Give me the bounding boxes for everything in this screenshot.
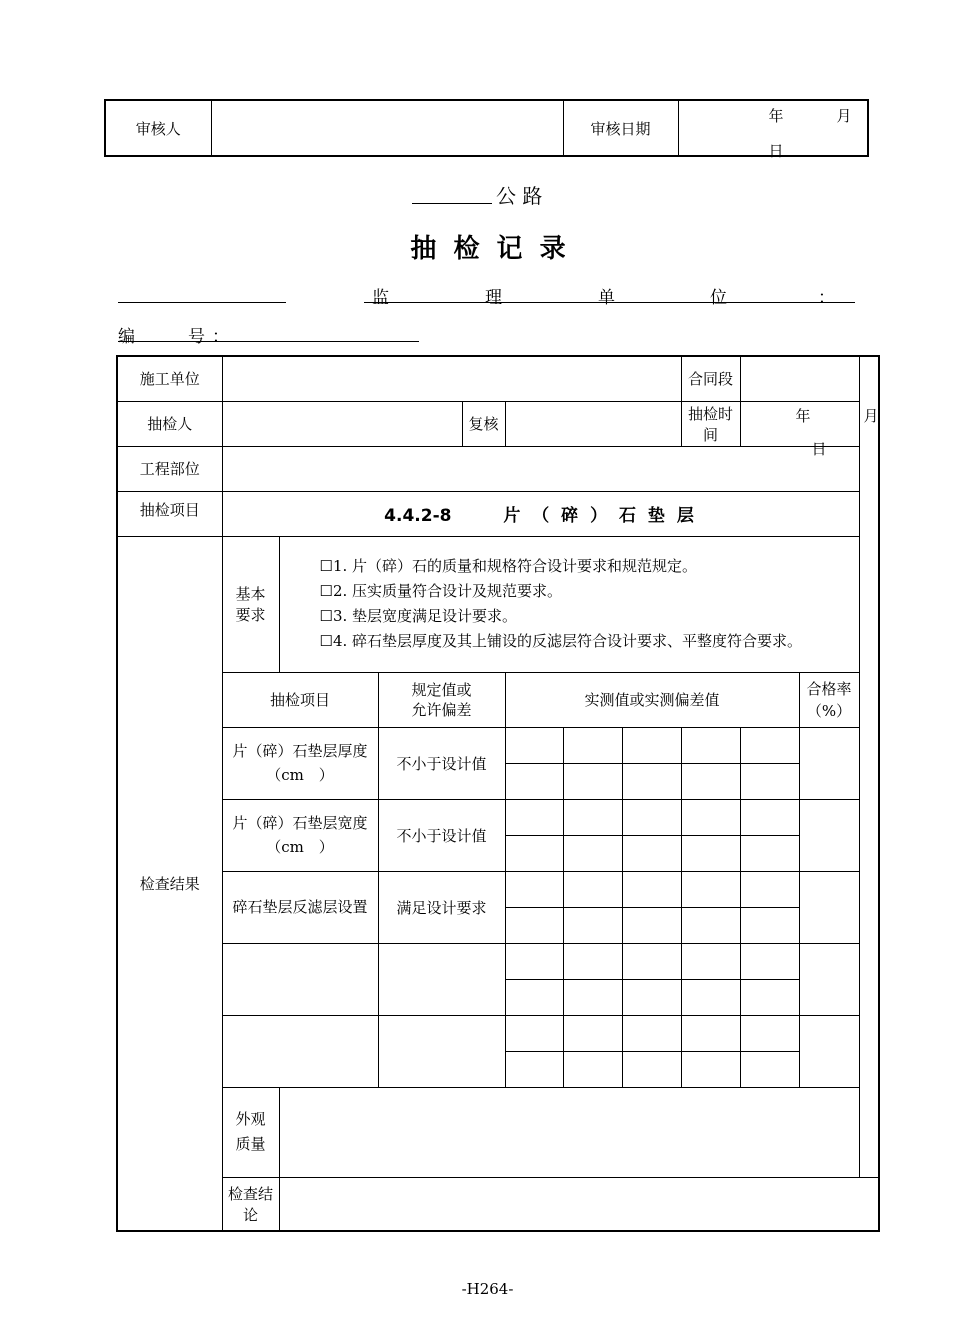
pass-rate-cell[interactable] — [799, 727, 859, 799]
row-4-spec[interactable] — [378, 943, 505, 1015]
row-2-item: 片（碎）石垫层宽度（cm ） — [222, 799, 378, 871]
construction-unit-label: 施工单位 — [117, 356, 222, 401]
supervisor-char-3: 单 — [598, 288, 615, 308]
row-2-spec: 不小于设计值 — [378, 799, 505, 871]
row-5-item[interactable] — [222, 1015, 378, 1087]
page-number: -H264- — [461, 1280, 514, 1298]
measured-cell[interactable] — [622, 835, 681, 871]
measured-cell[interactable] — [622, 943, 681, 979]
measured-cell[interactable] — [681, 763, 740, 799]
measured-cell[interactable] — [740, 943, 799, 979]
review-date-field[interactable] — [678, 100, 868, 160]
measured-cell[interactable] — [681, 979, 740, 1015]
measured-cell[interactable] — [505, 1051, 563, 1087]
measured-cell[interactable] — [505, 835, 563, 871]
measured-cell[interactable] — [681, 1015, 740, 1051]
measured-cell[interactable] — [740, 907, 799, 943]
row-4-item[interactable] — [222, 943, 378, 1015]
row-1-item: 片（碎）石垫层厚度（cm ） — [222, 727, 378, 799]
col-spec-line-1: 规定值或 — [411, 680, 472, 699]
row-1-spec: 不小于设计值 — [378, 727, 505, 799]
measured-cell[interactable] — [563, 943, 622, 979]
contract-section-label: 合同段 — [681, 356, 740, 401]
supervisor-char-2: 理 — [485, 288, 502, 308]
conclusion-field[interactable] — [279, 1177, 879, 1231]
measured-cell[interactable] — [681, 1051, 740, 1087]
reviewer-label: 审核人 — [105, 100, 211, 156]
review-year: 年 — [768, 107, 784, 125]
measured-cell[interactable] — [563, 763, 622, 799]
col-pass-line-2: （%） — [806, 701, 852, 720]
measured-cell[interactable] — [681, 835, 740, 871]
inspection-month: 月 — [863, 406, 879, 425]
row-5-spec[interactable] — [378, 1015, 505, 1087]
row-3-item: 碎石垫层反滤层设置 — [222, 871, 378, 943]
measured-cell[interactable] — [740, 799, 799, 835]
check-results-label: 检查结果 — [117, 536, 222, 1231]
inspection-time-label: 抽检时间 — [681, 401, 740, 446]
measured-cell[interactable] — [740, 727, 799, 763]
number-label-1: 编 — [118, 327, 135, 347]
inspector-label: 抽检人 — [117, 401, 222, 446]
inspection-day: 日 — [811, 439, 827, 458]
pass-rate-cell[interactable] — [799, 943, 859, 1015]
requirement-1[interactable]: ☐1. 片（碎）石的质量和规格符合设计要求和规范规定。 — [319, 557, 698, 575]
construction-unit-field[interactable] — [222, 356, 681, 401]
col-header-item: 抽检项目 — [222, 672, 378, 727]
pass-rate-cell[interactable] — [799, 1015, 859, 1087]
inspection-item-value — [222, 491, 859, 536]
review-table — [104, 99, 869, 160]
pass-rate-cell[interactable] — [799, 799, 859, 871]
road-title: 公 路 — [496, 184, 543, 208]
number-colon: ： — [212, 327, 229, 347]
item-code: 4.4.2-8 — [384, 506, 452, 526]
measured-cell[interactable] — [563, 979, 622, 1015]
conclusion-label: 检查结论 — [222, 1177, 279, 1231]
review-month: 月 — [836, 107, 852, 125]
measured-cell[interactable] — [740, 1015, 799, 1051]
requirement-2[interactable]: ☐2. 压实质量符合设计及规范要求。 — [319, 582, 563, 600]
measured-cell[interactable] — [505, 907, 563, 943]
measured-cell[interactable] — [505, 727, 563, 763]
col-header-measured: 实测值或实测偏差值 — [505, 672, 799, 727]
measured-cell[interactable] — [563, 835, 622, 871]
project-part-field[interactable] — [222, 446, 859, 491]
requirement-4[interactable]: ☐4. 碎石垫层厚度及其上铺设的反滤层符合设计要求、平整度符合要求。 — [319, 632, 803, 650]
measured-cell[interactable] — [505, 799, 563, 835]
basic-requirements-label — [222, 536, 279, 672]
inspection-item-label: 抽检项目 — [117, 491, 222, 536]
supervisor-char-4: 位 — [710, 288, 727, 308]
requirement-3[interactable]: ☐3. 垫层宽度满足设计要求。 — [319, 607, 518, 625]
measured-cell[interactable] — [505, 979, 563, 1015]
col-header-pass-rate — [799, 672, 859, 727]
measured-cell[interactable] — [622, 979, 681, 1015]
measured-cell[interactable] — [622, 1015, 681, 1051]
measured-cell[interactable] — [505, 1015, 563, 1051]
measured-cell[interactable] — [563, 799, 622, 835]
measured-cell[interactable] — [681, 727, 740, 763]
measured-cell[interactable] — [740, 835, 799, 871]
supervisor-colon: ： — [818, 288, 835, 308]
inspection-year: 年 — [795, 406, 811, 425]
measured-cell[interactable] — [505, 871, 563, 907]
measured-cell[interactable] — [622, 907, 681, 943]
measured-cell[interactable] — [740, 1051, 799, 1087]
measured-cell[interactable] — [622, 871, 681, 907]
appearance-line-2: 质量 — [235, 1135, 266, 1153]
col-pass-line-1: 合格率 — [806, 679, 852, 698]
supervisor-char-1: 监 — [372, 288, 389, 308]
reviewer-field[interactable] — [211, 100, 563, 156]
appearance-label — [222, 1087, 279, 1177]
appearance-field[interactable] — [279, 1087, 859, 1177]
measured-cell[interactable] — [563, 1051, 622, 1087]
number-blank[interactable] — [118, 341, 419, 342]
measured-cell[interactable] — [563, 727, 622, 763]
road-section-blank[interactable] — [118, 302, 286, 303]
item-name: 片 （ 碎 ） 石 垫 层 — [503, 506, 697, 526]
recheck-field[interactable] — [505, 401, 681, 446]
review-day: 日 — [768, 142, 784, 160]
row-3-spec: 满足设计要求 — [378, 871, 505, 943]
measured-cell[interactable] — [740, 871, 799, 907]
col-header-spec — [378, 672, 505, 727]
measured-cell[interactable] — [622, 763, 681, 799]
appearance-line-1: 外观 — [235, 1110, 266, 1128]
basic-req-label-2: 要求 — [235, 606, 266, 624]
review-date-label: 审核日期 — [563, 100, 678, 156]
requirements-list — [279, 536, 859, 672]
measured-cell[interactable] — [563, 1015, 622, 1051]
basic-req-label-1: 基本 — [235, 585, 266, 603]
page-title: 抽 检 记 录 — [410, 234, 570, 264]
contract-section-field[interactable] — [740, 356, 859, 401]
measured-cell[interactable] — [681, 943, 740, 979]
recheck-label: 复核 — [462, 401, 505, 446]
number-label-2: 号 — [188, 327, 205, 347]
measured-cell[interactable] — [563, 871, 622, 907]
measured-cell[interactable] — [622, 799, 681, 835]
road-name-blank[interactable] — [412, 203, 492, 204]
measured-cell[interactable] — [622, 727, 681, 763]
col-spec-line-2: 允许偏差 — [411, 700, 472, 719]
measured-cell[interactable] — [681, 871, 740, 907]
measured-cell[interactable] — [740, 763, 799, 799]
inspection-form — [116, 355, 880, 1232]
measured-cell[interactable] — [681, 799, 740, 835]
inspector-field[interactable] — [222, 401, 462, 446]
inspection-time-field[interactable] — [740, 401, 879, 458]
pass-rate-cell[interactable] — [799, 871, 859, 943]
measured-cell[interactable] — [563, 907, 622, 943]
measured-cell[interactable] — [622, 1051, 681, 1087]
measured-cell[interactable] — [740, 979, 799, 1015]
measured-cell[interactable] — [505, 763, 563, 799]
project-part-label: 工程部位 — [117, 446, 222, 491]
measured-cell[interactable] — [681, 907, 740, 943]
measured-cell[interactable] — [505, 943, 563, 979]
